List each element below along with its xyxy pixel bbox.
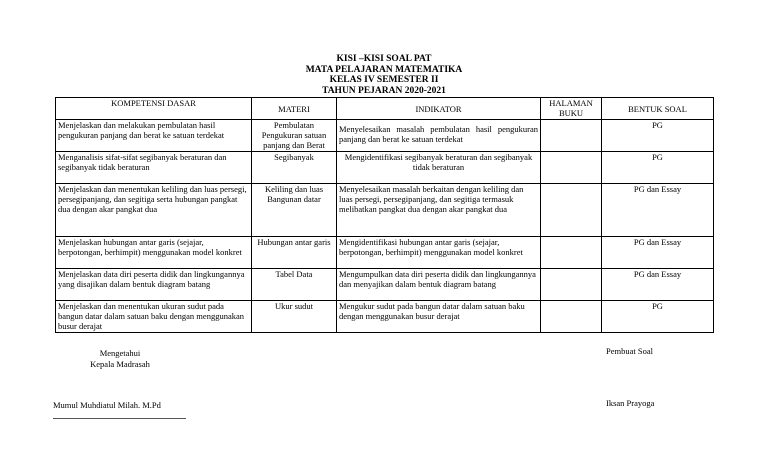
table-header-row (56, 98, 714, 120)
cell-kompetensi: Menjelaskan dan menentukan ukuran sudut pada bangun datar dalam satuan baku dengan menggunakan busur derajat (56, 301, 252, 333)
cell-indikator: Mengidentifikasi hubungan antar garis (sejajar, berpotongan, berhimpit) menggunakan model konkret (337, 237, 541, 269)
cell-halaman (541, 237, 602, 269)
table-row (56, 120, 714, 152)
cell-bentuk: PG dan Essay (602, 184, 714, 237)
cell-indikator: Mengidentifikasi segibanyak beraturan dan segibanyak tidak beraturan (337, 152, 541, 184)
header-halaman-buku: HALAMAN BUKU (541, 98, 602, 120)
table-row (56, 269, 714, 301)
cell-materi: Pembulatan Pengukuran satuan panjang dan Berat (252, 120, 337, 152)
table-row (56, 152, 714, 184)
cell-bentuk: PG dan Essay (602, 237, 714, 269)
cell-kompetensi: Menjelaskan hubungan antar garis (sejajar, berpotongan, berhimpit) menggunakan model konkret (56, 237, 252, 269)
table-row (56, 184, 714, 237)
cell-halaman (541, 152, 602, 184)
cell-kompetensi: Menganalisis sifat-sifat segibanyak beraturan dan segibanyak tidak beraturan (56, 152, 252, 184)
title-line-4: TAHUN PEJARAN 2020-2021 (322, 85, 446, 96)
cell-kompetensi: Menjelaskan dan melakukan pembulatan hasil pengukuran panjang dan berat ke satuan terdekat (56, 120, 252, 152)
cell-materi: Segibanyak (252, 152, 337, 184)
cell-halaman (541, 269, 602, 301)
cell-indikator: Menyelesaikan masalah pembulatan hasil pengukuran panjang dan berat ke satuan terdekat (337, 120, 541, 152)
table-row (56, 237, 714, 269)
cell-materi: Hubungan antar garis (252, 237, 337, 269)
header-bentuk-soal: BENTUK SOAL (602, 98, 714, 120)
title-line-3: KELAS IV SEMESTER II (329, 75, 439, 85)
title-line-2: MATA PELAJARAN MATEMATIKA (305, 64, 463, 75)
cell-materi: Tabel Data (252, 269, 337, 301)
cell-materi: Ukur sudut (252, 301, 337, 333)
header-indikator: INDIKATOR (337, 98, 541, 120)
cell-kompetensi: Menjelaskan dan menentukan keliling dan luas persegi, persegipanjang, dan segitiga serta hubungan pangkat dua dengan akar pangkat dua (56, 184, 252, 237)
cell-halaman (541, 184, 602, 237)
cell-indikator: Mengumpulkan data diri peserta didik dan lingkungannya dan menyajikan dalam bentuk diagram batang (337, 269, 541, 301)
cell-indikator: Mengukur sudut pada bangun datar dalam satuan baku dengan menggunakan busur derajat (337, 301, 541, 333)
header-materi: MATERI (252, 98, 337, 120)
cell-bentuk: PG (602, 152, 714, 184)
cell-indikator: Menyelesaikan masalah berkaitan dengan keliling dan luas persegi, persegipanjang, dan segitiga termasuk melibatkan pangkat dua dengan akar pangkat dua (337, 184, 541, 237)
cell-halaman (541, 301, 602, 333)
cell-bentuk: PG (602, 301, 714, 333)
title-line-1: KISI –KISI SOAL PAT (336, 54, 432, 64)
kepala-madrasah-label: Kepala Madrasah (90, 358, 150, 369)
cell-kompetensi: Menjelaskan data diri peserta didik dan lingkungannya yang disajikan dalam bentuk diagram batang (56, 269, 252, 301)
signature-left-labels (80, 348, 160, 369)
header-kompetensi-dasar: KOMPETENSI DASAR (56, 98, 252, 120)
cell-bentuk: PG dan Essay (602, 269, 714, 301)
document-title (0, 54, 768, 96)
pembuat-soal-name: Iksan Prayoga (606, 398, 655, 408)
pembuat-soal-label: Pembuat Soal (606, 346, 653, 356)
cell-materi: Keliling dan luas Bangunan datar (252, 184, 337, 237)
signature-underline (53, 418, 186, 419)
table-row (56, 301, 714, 333)
cell-bentuk: PG (602, 120, 714, 152)
mengetahui-label: Mengetahui (99, 348, 141, 358)
kisi-kisi-table (55, 97, 714, 333)
kepala-madrasah-name: Mumul Muhdiatul Milah. M.Pd (53, 400, 161, 410)
cell-halaman (541, 120, 602, 152)
